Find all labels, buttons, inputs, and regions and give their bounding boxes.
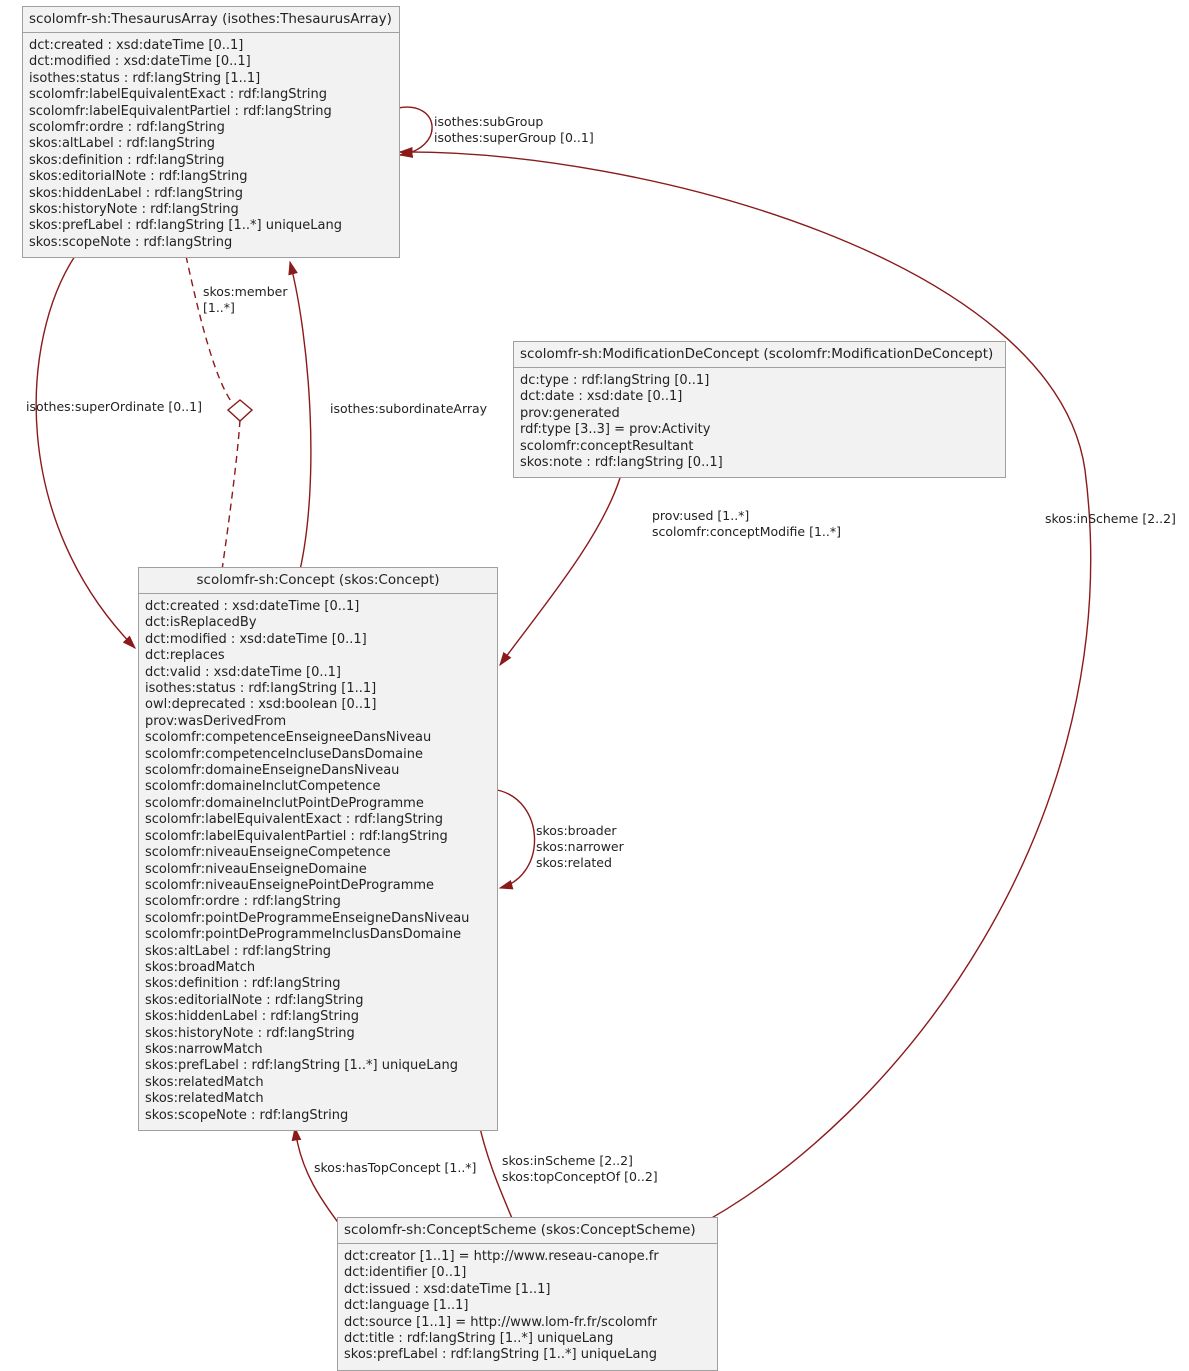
class-attribute: scolomfr:domaineInclutPointDeProgramme bbox=[145, 795, 424, 811]
edge-label-skos-member: skos:member [1..*] bbox=[203, 284, 288, 315]
class-attribute: dct:isReplacedBy bbox=[145, 615, 257, 631]
class-title: scolomfr-sh:Concept (skos:Concept) bbox=[139, 568, 497, 594]
class-attribute: skos:prefLabel : rdf:langString [1..*] uniqueLang bbox=[145, 1058, 458, 1074]
edge-in-scheme-array bbox=[400, 152, 1091, 1230]
class-attribute: dct:source [1..1] = http://www.lom-fr.fr/scolomfr bbox=[344, 1314, 658, 1330]
class-attribute: skos:editorialNote : rdf:langString bbox=[145, 992, 364, 1008]
class-attribute: dct:replaces bbox=[145, 648, 225, 664]
edge-skos-member-upper bbox=[186, 256, 233, 404]
class-attribute: isothes:status : rdf:langString [1..1] bbox=[145, 681, 377, 697]
edge-skos-member bbox=[222, 420, 240, 570]
edge-broader-narrower-related bbox=[497, 790, 535, 888]
class-attribute: skos:scopeNote : rdf:langString bbox=[145, 1107, 349, 1123]
class-attribute: rdf:type [3..3] = prov:Activity bbox=[520, 422, 711, 438]
edge-label-in-scheme-top-concept-of: skos:inScheme [2..2] skos:topConceptOf [0..2] bbox=[502, 1153, 658, 1184]
class-attribute: prov:wasDerivedFrom bbox=[145, 713, 287, 729]
aggregation-diamond bbox=[228, 400, 252, 421]
class-attribute: dct:issued : xsd:dateTime [1..1] bbox=[344, 1281, 551, 1297]
class-attribute: skos:historyNote : rdf:langString bbox=[29, 202, 239, 218]
class-box-thesaurus-array[interactable] bbox=[22, 6, 400, 258]
class-attribute: skos:prefLabel : rdf:langString [1..*] uniqueLang bbox=[344, 1347, 657, 1363]
class-box-concept-scheme[interactable] bbox=[337, 1217, 718, 1371]
class-attribute: skos:relatedMatch bbox=[145, 1091, 264, 1107]
class-attribute: scolomfr:niveauEnseignePointDeProgramme bbox=[145, 877, 435, 893]
class-attribute: dct:modified : xsd:dateTime [0..1] bbox=[29, 54, 251, 70]
class-attributes bbox=[23, 33, 399, 257]
edge-prov-used bbox=[500, 478, 620, 665]
class-attribute: scolomfr:competenceEnseigneeDansNiveau bbox=[145, 730, 432, 746]
class-attribute: scolomfr:labelEquivalentExact : rdf:langString bbox=[145, 812, 444, 828]
class-attribute: scolomfr:labelEquivalentPartiel : rdf:langString bbox=[29, 103, 332, 119]
class-attribute: scolomfr:ordre : rdf:langString bbox=[29, 120, 225, 136]
class-attribute: skos:historyNote : rdf:langString bbox=[145, 1025, 355, 1041]
class-attribute: skos:prefLabel : rdf:langString [1..*] uniqueLang bbox=[29, 218, 342, 234]
class-attribute: dct:created : xsd:dateTime [0..1] bbox=[29, 38, 244, 53]
class-attribute: dct:date : xsd:date [0..1] bbox=[520, 389, 683, 405]
class-title: scolomfr-sh:ModificationDeConcept (scolomfr:ModificationDeConcept) bbox=[514, 342, 1005, 368]
class-attribute: dct:creator [1..1] = http://www.reseau-canope.fr bbox=[344, 1249, 659, 1264]
edge-label-subgroup-supergroup: isothes:subGroup isothes:superGroup [0..1] bbox=[434, 114, 594, 145]
class-box-modification-de-concept[interactable] bbox=[513, 341, 1006, 478]
class-attribute: skos:definition : rdf:langString bbox=[145, 976, 341, 992]
class-attribute: skos:narrowMatch bbox=[145, 1041, 263, 1057]
class-attribute: dct:modified : xsd:dateTime [0..1] bbox=[145, 631, 367, 647]
class-attribute: skos:broadMatch bbox=[145, 959, 256, 975]
edge-subgroup-supergroup bbox=[398, 107, 432, 155]
class-attribute: skos:relatedMatch bbox=[145, 1074, 264, 1090]
edge-label-broader-narrower-related: skos:broader skos:narrower skos:related bbox=[536, 823, 624, 870]
edge-superordinate bbox=[36, 256, 135, 648]
edge-label-prov-used: prov:used [1..*] scolomfr:conceptModifie [1..*] bbox=[652, 508, 841, 539]
class-attributes bbox=[139, 594, 497, 1130]
class-attribute: skos:editorialNote : rdf:langString bbox=[29, 169, 248, 185]
class-attribute: skos:hiddenLabel : rdf:langString bbox=[29, 185, 243, 201]
class-attribute: skos:altLabel : rdf:langString bbox=[145, 943, 332, 959]
class-title: scolomfr-sh:ThesaurusArray (isothes:ThesaurusArray) bbox=[23, 7, 399, 33]
class-attribute: prov:generated bbox=[520, 405, 620, 421]
class-attribute: skos:scopeNote : rdf:langString bbox=[29, 234, 233, 250]
class-attribute: scolomfr:labelEquivalentPartiel : rdf:langString bbox=[145, 828, 448, 844]
class-attribute: skos:hiddenLabel : rdf:langString bbox=[145, 1009, 359, 1025]
class-attribute: scolomfr:pointDeProgrammeInclusDansDomaine bbox=[145, 927, 462, 943]
class-attributes bbox=[338, 1244, 717, 1370]
class-attribute: scolomfr:niveauEnseigneDomaine bbox=[145, 861, 367, 877]
class-attribute: skos:definition : rdf:langString bbox=[29, 152, 225, 168]
edge-label-subordinate-array: isothes:subordinateArray bbox=[330, 401, 488, 416]
class-title: scolomfr-sh:ConceptScheme (skos:ConceptScheme) bbox=[338, 1218, 717, 1244]
class-attribute: owl:deprecated : xsd:boolean [0..1] bbox=[145, 697, 377, 713]
class-attribute: scolomfr:conceptResultant bbox=[520, 438, 694, 454]
class-attribute: scolomfr:competenceIncluseDansDomaine bbox=[145, 746, 423, 762]
class-attribute: scolomfr:domaineInclutCompetence bbox=[145, 779, 381, 795]
class-attribute: scolomfr:ordre : rdf:langString bbox=[145, 894, 341, 910]
edge-subordinate-array bbox=[290, 262, 311, 570]
class-attribute: isothes:status : rdf:langString [1..1] bbox=[29, 70, 261, 86]
class-attribute: scolomfr:pointDeProgrammeEnseigneDansNiveau bbox=[145, 910, 470, 926]
edge-label-has-top-concept: skos:hasTopConcept [1..*] bbox=[314, 1160, 477, 1175]
class-attribute: skos:note : rdf:langString [0..1] bbox=[520, 455, 723, 471]
class-attribute: scolomfr:niveauEnseigneCompetence bbox=[145, 845, 391, 861]
edge-label-in-scheme-array: skos:inScheme [2..2] bbox=[1045, 511, 1176, 526]
class-attribute: dct:title : rdf:langString [1..*] uniqueLang bbox=[344, 1331, 614, 1347]
class-attribute: dc:type : rdf:langString [0..1] bbox=[520, 373, 710, 388]
class-attributes bbox=[514, 368, 1005, 477]
class-attribute: scolomfr:domaineEnseigneDansNiveau bbox=[145, 763, 400, 779]
class-attribute: dct:identifier [0..1] bbox=[344, 1265, 467, 1281]
class-attribute: dct:created : xsd:dateTime [0..1] bbox=[145, 599, 360, 614]
class-attribute: scolomfr:labelEquivalentExact : rdf:langString bbox=[29, 87, 328, 103]
class-attribute: dct:language [1..1] bbox=[344, 1298, 469, 1314]
class-box-concept[interactable] bbox=[138, 567, 498, 1131]
class-attribute: dct:valid : xsd:dateTime [0..1] bbox=[145, 664, 341, 680]
class-attribute: skos:altLabel : rdf:langString bbox=[29, 136, 216, 152]
edge-label-superordinate: isothes:superOrdinate [0..1] bbox=[26, 399, 202, 414]
